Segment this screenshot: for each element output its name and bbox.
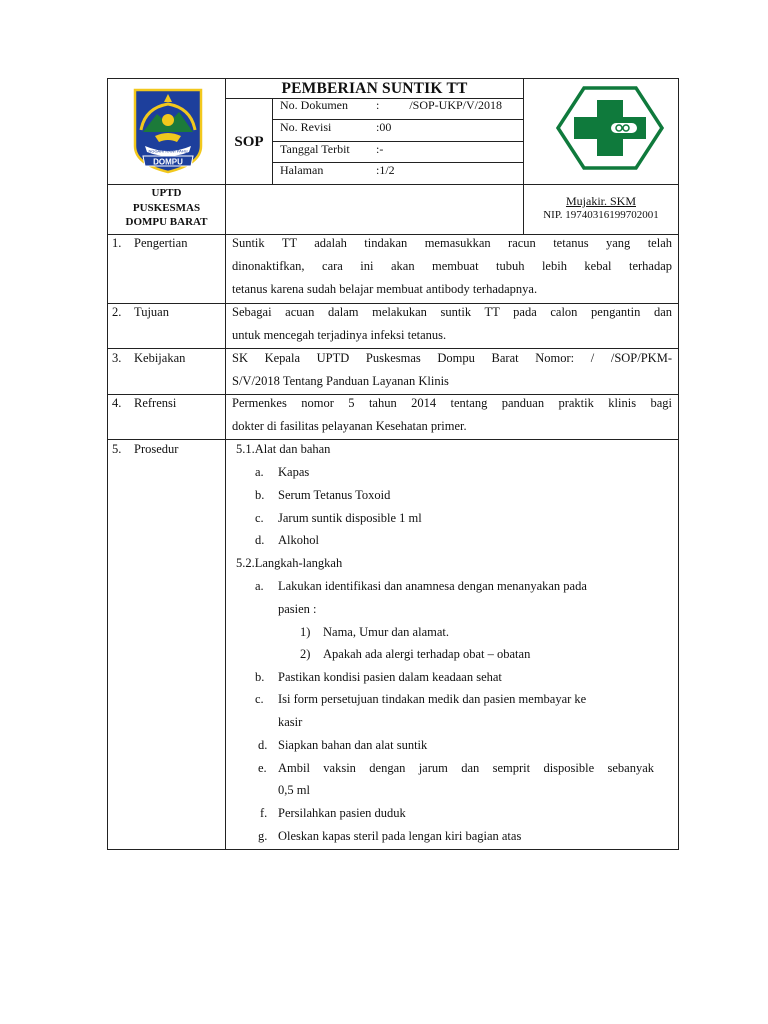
section-label: Kebijakan	[134, 351, 186, 365]
list-marker: e.	[258, 761, 267, 775]
list-marker: c.	[255, 511, 264, 525]
list-marker: f.	[260, 806, 268, 820]
table-border-bottom	[107, 849, 679, 850]
step-text: Ambil vaksin dengan jarum dan semprit disposible sebanyak	[278, 761, 654, 775]
sublist-item: Apakah ada alergi terhadap obat – obatan	[323, 647, 531, 661]
org-line: DOMPU BARAT	[125, 216, 208, 228]
signatory-name: Mujakir. SKM	[565, 194, 636, 208]
step-text: Lakukan identifikasi dan anamnesa dengan menanyakan pada	[278, 579, 587, 593]
meta-label-revision: No. Revisi	[280, 120, 332, 134]
sublist-marker: 1)	[300, 625, 311, 639]
list-item: Jarum suntik disposible 1 ml	[278, 511, 422, 525]
table-border-right	[678, 78, 679, 850]
step-text: Isi form persetujuan tindakan medik dan pasien membayar ke	[278, 692, 587, 706]
meta-label-page: Halaman	[280, 163, 324, 177]
section-number: 1.	[112, 236, 122, 250]
list-marker: d.	[258, 738, 268, 752]
list-marker: d.	[255, 533, 265, 547]
list-item: Serum Tetanus Toxoid	[278, 488, 391, 502]
meta-value-date: :-	[376, 142, 384, 156]
definition-line: Suntik TT adalah tindakan memasukkan racun tetanus yang telah	[232, 236, 672, 250]
sublist-item: Nama, Umur dan alamat.	[323, 625, 449, 639]
list-marker: g.	[258, 829, 268, 843]
dompu-logo	[131, 86, 205, 174]
document-title: PEMBERIAN SUNTIK TT	[281, 80, 468, 97]
purpose-line: untuk mencegah terjadinya infeksi tetanus.	[232, 328, 447, 342]
list-marker: a.	[255, 465, 264, 479]
subheading-steps: 5.2.Langkah-langkah	[236, 556, 343, 570]
sop-divider	[272, 98, 273, 185]
section-label: Refrensi	[134, 396, 177, 410]
puskesmas-logo	[556, 86, 664, 170]
meta-label-date: Tanggal Terbit	[280, 142, 350, 156]
step-text: Persilahkan pasien duduk	[278, 806, 406, 820]
step-text: Siapkan bahan dan alat suntik	[278, 738, 428, 752]
header-bottom-line	[107, 184, 679, 185]
list-marker: a.	[255, 579, 264, 593]
org-line: PUSKESMAS	[132, 201, 201, 214]
list-item: Alkohol	[278, 533, 319, 547]
sop-label: SOP	[234, 133, 264, 150]
reference-line: Permenkes nomor 5 tahun 2014 tentang panduan praktik klinis bagi	[232, 396, 672, 410]
section-number: 2.	[112, 305, 122, 319]
list-marker: b.	[255, 488, 265, 502]
section-label: Prosedur	[134, 442, 179, 456]
meta-value-doc: : /SOP-UKP/V/2018	[376, 98, 503, 112]
step-text: Oleskan kapas steril pada lengan kiri bagian atas	[278, 829, 522, 843]
logo-text: DOMPU	[153, 157, 183, 167]
definition-line: dinonaktifkan, cara ini akan membuat tubuh lebih kebal terhadap	[232, 259, 672, 273]
meta-value-page: :1/2	[376, 163, 395, 177]
meta-value-revision: :00	[376, 120, 392, 134]
step-text: Pastikan kondisi pasien dalam keadaan sehat	[278, 670, 502, 684]
column-divider	[225, 78, 226, 850]
list-item: Kapas	[278, 465, 310, 479]
step-text: kasir	[278, 715, 303, 729]
step-text: pasien :	[278, 602, 317, 616]
sublist-marker: 2)	[300, 647, 311, 661]
step-text: 0,5 ml	[278, 783, 310, 797]
section-number: 3.	[112, 351, 122, 365]
purpose-line: Sebagai acuan dalam melakukan suntik TT pada calon pengantin dan	[232, 305, 672, 319]
org-line: UPTD	[151, 187, 182, 199]
section-label: Tujuan	[134, 305, 169, 319]
meta-label-doc: No. Dokumen	[280, 98, 348, 112]
definition-line: tetanus karena sudah belajar membuat antibody terhadapnya.	[232, 282, 538, 296]
section-number: 5.	[112, 442, 122, 456]
row-line	[107, 439, 679, 440]
section-label: Pengertian	[134, 236, 188, 250]
subheading-tools: 5.1.Alat dan bahan	[236, 442, 331, 456]
organization-name	[108, 186, 225, 230]
reference-line: dokter di fasilitas pelayanan Kesehatan primer.	[232, 419, 467, 433]
logo-motto: NGGAHI RAWI PAHU	[148, 148, 188, 154]
policy-line: S/V/2018 Tentang Panduan Layanan Klinis	[232, 374, 449, 388]
section-number: 4.	[112, 396, 122, 410]
policy-line: SK Kepala UPTD Puskesmas Dompu Barat Nomor: / /SOP/PKM-	[232, 351, 672, 365]
list-marker: c.	[255, 692, 264, 706]
list-marker: b.	[255, 670, 265, 684]
signatory-nip: NIP. 19740316199702001	[543, 209, 659, 221]
